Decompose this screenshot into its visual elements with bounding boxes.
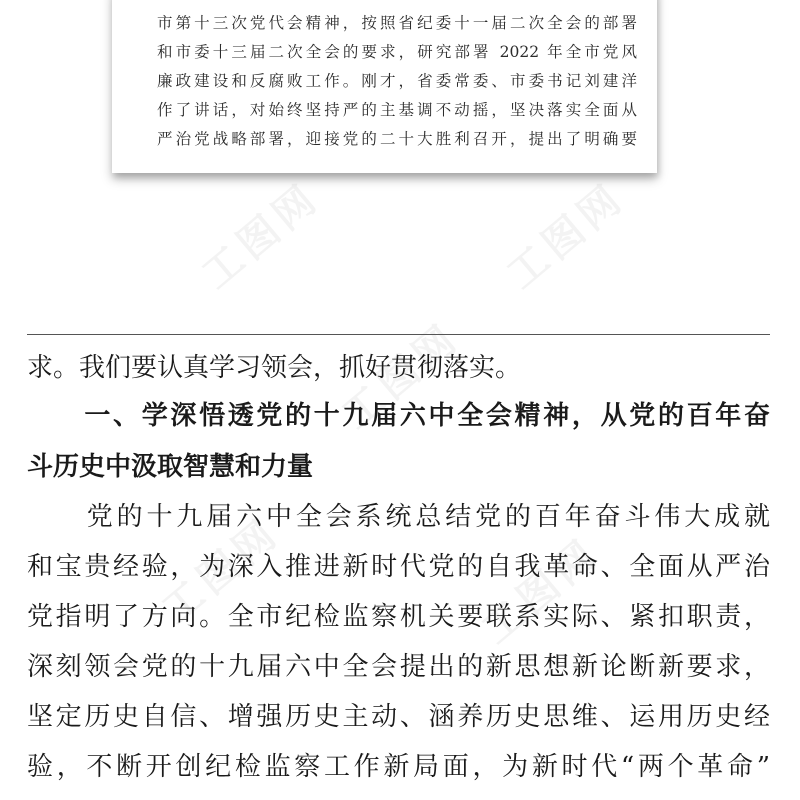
section-heading: 一、学深悟透党的十九届六中全会精神，从党的百年奋 xyxy=(27,401,770,431)
card-text-line: 作了讲话，对始终坚持严的主基调不动摇，坚决落实全面从 xyxy=(157,101,637,119)
body-text-line: 深刻领会党的十九届六中全会提出的新思想新论断新要求， xyxy=(27,652,770,682)
body-text-line: 坚定历史自信、增强历史主动、涵养历史思维、运用历史经 xyxy=(27,702,770,732)
watermark: 工图网 xyxy=(193,174,329,299)
body-text-line: 党的十九届六中全会系统总结党的百年奋斗伟大成就 xyxy=(27,502,770,532)
watermark: 工图网 xyxy=(473,529,609,654)
document-preview-card xyxy=(112,0,657,173)
section-heading: 斗历史中汲取智慧和力量 xyxy=(27,452,314,482)
watermark: 工图网 xyxy=(153,509,289,634)
card-text-line: 严治党战略部署，迎接党的二十大胜利召开，提出了明确要 xyxy=(157,130,637,148)
card-text-line: 和市委十三届二次全会的要求，研究部署 2022 年全市党风 xyxy=(157,43,637,61)
card-text-line: 廉政建设和反腐败工作。刚才，省委常委、市委书记刘建洋 xyxy=(157,72,637,90)
watermark: 工图网 xyxy=(498,174,634,299)
body-text-line: 党指明了方向。全市纪检监察机关要联系实际、紧扣职责， xyxy=(27,602,770,632)
body-text-line: 验，不断开创纪检监察工作新局面，为新时代“两个革命” xyxy=(27,752,770,782)
page-divider xyxy=(27,334,770,335)
body-text-line: 求。我们要认真学习领会，抓好贯彻落实。 xyxy=(27,353,522,383)
card-text-line: 市第十三次党代会精神，按照省纪委十一届二次全会的部署 xyxy=(157,14,637,32)
body-text-line: 和宝贵经验，为深入推进新时代党的自我革命、全面从严治 xyxy=(27,552,770,582)
watermark: 工图网 xyxy=(333,314,469,439)
